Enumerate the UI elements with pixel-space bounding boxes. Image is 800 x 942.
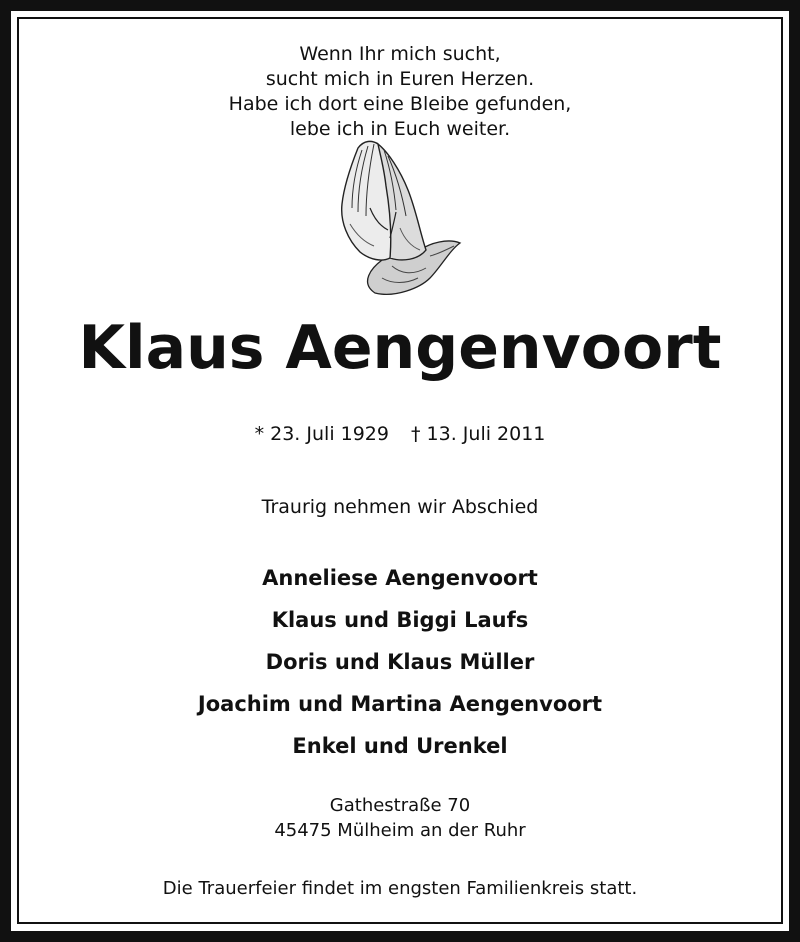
funeral-notice: Die Trauerfeier findet im engsten Familienkreis statt. [162,878,638,899]
death-date: † 13. Juli 2011 [411,423,546,445]
address-city: 45475 Mülheim an der Ruhr [274,820,526,841]
farewell-text: Traurig nehmen wir Abschied [261,496,539,518]
poem-line-4: lebe ich in Euch weiter. [289,118,511,140]
life-dates [0,421,800,447]
poem-line-1: Wenn Ihr mich sucht, [299,43,501,65]
mourners-list [0,557,800,767]
address [0,793,800,843]
mourner-5: Enkel und Urenkel [292,734,508,758]
mourner-1: Anneliese Aengenvoort [262,566,538,590]
deceased-name: Klaus Aengenvoort [78,313,722,383]
address-street: Gathestraße 70 [329,795,471,816]
poem-line-2: sucht mich in Euren Herzen. [265,68,535,90]
mourner-3: Doris und Klaus Müller [265,650,535,674]
mourner-2: Klaus und Biggi Laufs [271,608,529,632]
poem [0,42,800,142]
birth-date: * 23. Juli 1929 [254,423,389,445]
poem-line-3: Habe ich dort eine Bleibe gefunden, [228,93,572,115]
praying-hands-icon [330,138,470,298]
mourner-4: Joachim und Martina Aengenvoort [197,692,603,716]
